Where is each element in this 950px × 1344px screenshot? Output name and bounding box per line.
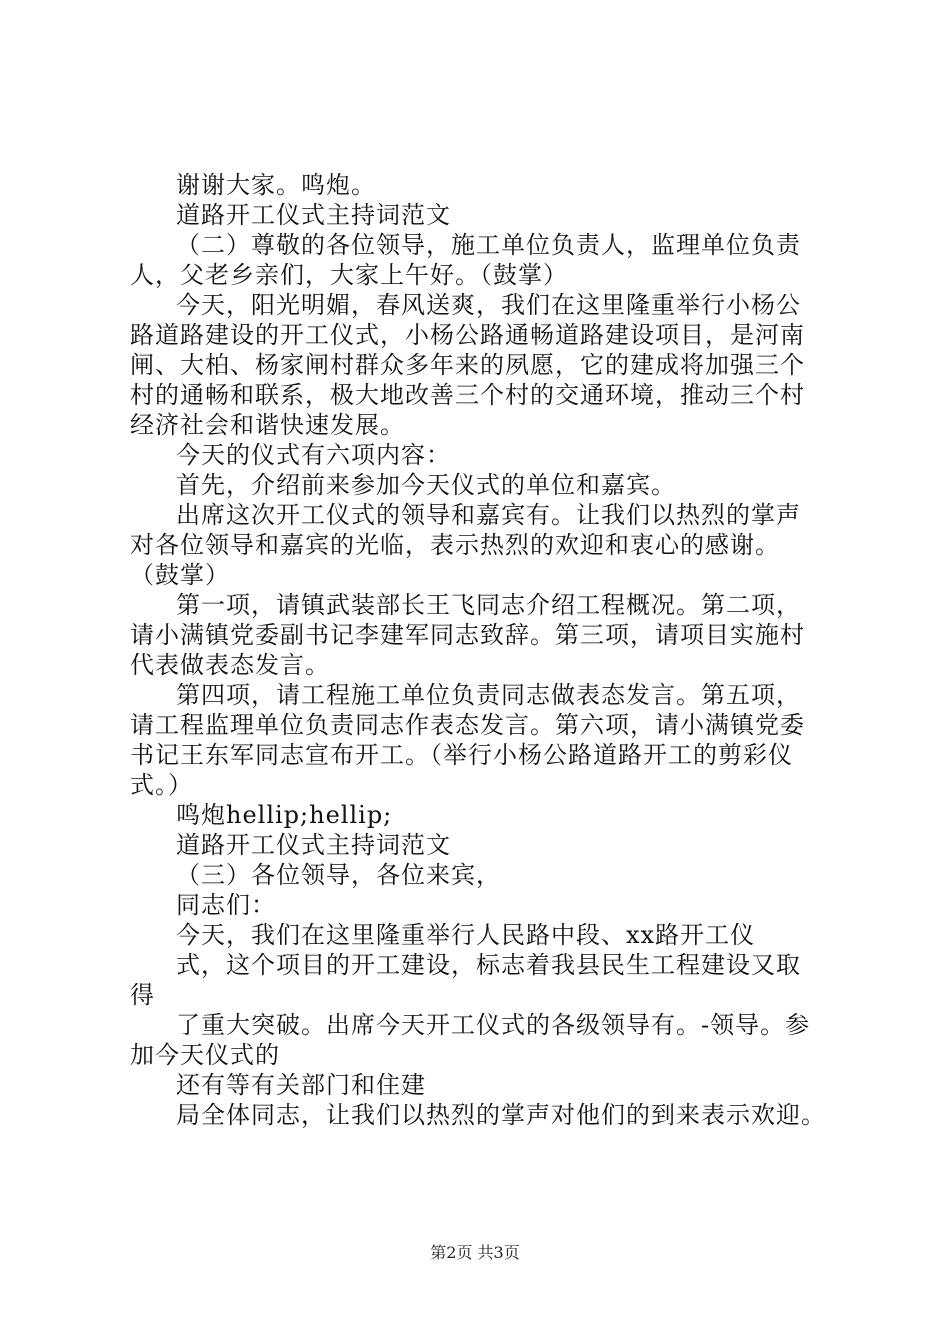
- body-line: 今天的仪式有六项内容：: [176, 441, 451, 469]
- body-line: 加今天仪式的: [130, 1041, 280, 1069]
- body-line: 闸、大柏、杨家闸村群众多年来的夙愿，它的建成将加强三个: [130, 351, 805, 379]
- body-line: 第四项，请工程施工单位负责同志做表态发言。第五项，: [176, 681, 801, 709]
- body-line: 请小满镇党委副书记李建军同志致辞。第三项，请项目实施村: [130, 621, 805, 649]
- body-line: 同志们：: [176, 891, 276, 919]
- body-line: 今天，我们在这里隆重举行人民路中段、xx路开工仪: [176, 921, 756, 949]
- document-body: [130, 170, 830, 1130]
- section-heading: 道路开工仪式主持词范文: [176, 831, 451, 859]
- body-line: 了重大突破。出席今天开工仪式的各级领导有。-领导。参: [176, 1011, 811, 1039]
- body-line: 第一项，请镇武装部长王飞同志介绍工程概况。第二项，: [176, 591, 801, 619]
- body-line: 出席这次开工仪式的领导和嘉宾有。让我们以热烈的掌声: [176, 501, 801, 529]
- section-heading: 道路开工仪式主持词范文: [176, 201, 451, 229]
- body-line: 请工程监理单位负责同志作表态发言。第六项，请小满镇党委: [130, 711, 805, 739]
- body-line: 式。）: [130, 771, 193, 799]
- body-line: 还有等有关部门和住建: [176, 1071, 426, 1099]
- body-line: 式，这个项目的开工建设，标志着我县民生工程建设又取: [176, 951, 801, 979]
- body-line: （三）各位领导，各位来宾，: [176, 861, 501, 889]
- body-line: 得: [130, 981, 155, 1009]
- body-line: 今天，阳光明媚，春风送爽，我们在这里隆重举行小杨公: [176, 291, 801, 319]
- body-line: 路道路建设的开工仪式，小杨公路通畅道路建设项目，是河南: [130, 321, 805, 349]
- body-line: （鼓掌）: [130, 561, 230, 589]
- body-line: 局全体同志，让我们以热烈的掌声对他们的到来表示欢迎。: [176, 1101, 826, 1129]
- body-line: 村的通畅和联系，极大地改善三个村的交通环境，推动三个村: [130, 381, 805, 409]
- body-line: （二）尊敬的各位领导，施工单位负责人，监理单位负责: [176, 231, 801, 259]
- body-line: 书记王东军同志宣布开工。（举行小杨公路道路开工的剪彩仪: [130, 741, 793, 769]
- body-line: 对各位领导和嘉宾的光临，表示热烈的欢迎和衷心的感谢。: [130, 531, 780, 559]
- body-line: 首先，介绍前来参加今天仪式的单位和嘉宾。: [176, 471, 676, 499]
- body-line: 鸣炮hellip;hellip;: [176, 801, 393, 829]
- body-line: 经济社会和谐快速发展。: [130, 411, 405, 439]
- body-line: 谢谢大家。鸣炮。: [176, 171, 376, 199]
- body-line: 代表做表态发言。: [130, 651, 330, 679]
- body-line: 人，父老乡亲们，大家上午好。（鼓掌）: [130, 261, 568, 289]
- page-number-footer: 第2页 共3页: [430, 1243, 520, 1262]
